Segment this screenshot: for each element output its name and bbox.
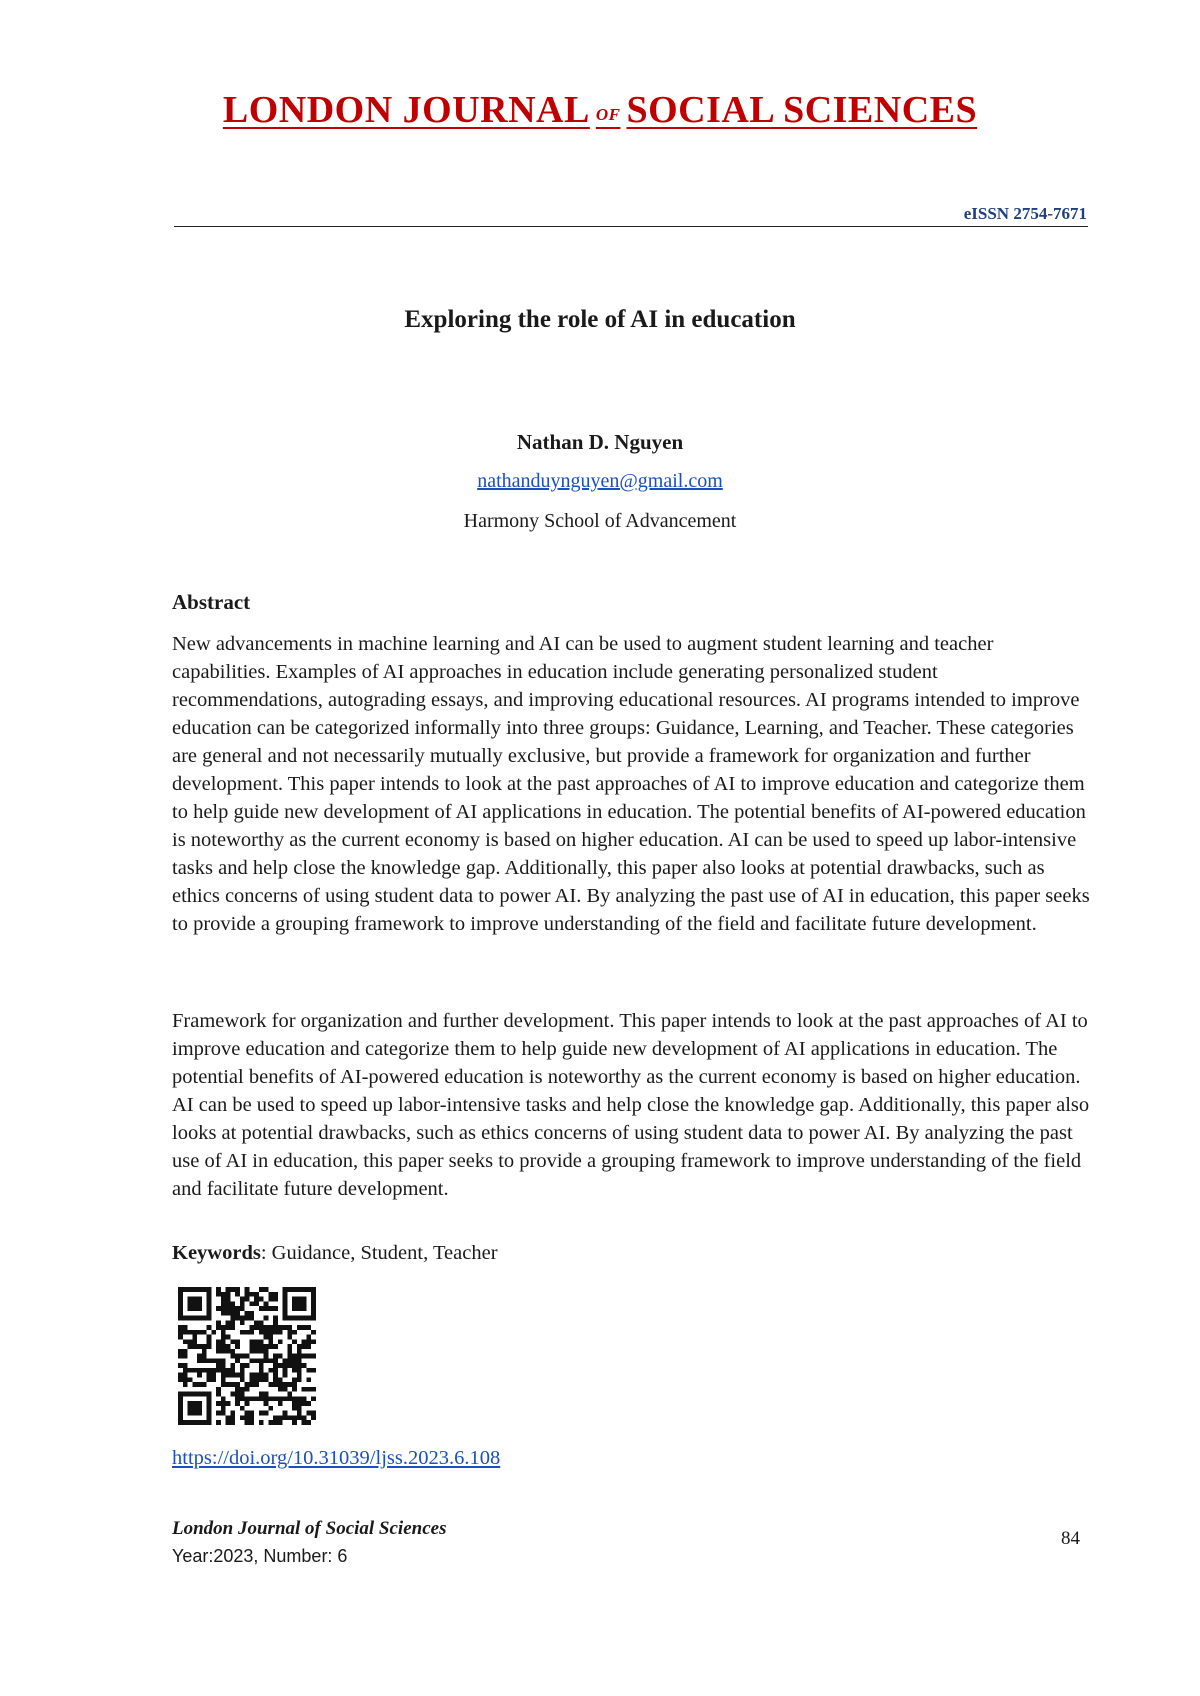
footer-journal-name: London Journal of Social Sciences — [172, 1518, 447, 1539]
keywords — [172, 1242, 498, 1265]
keywords-label: Keywords — [172, 1242, 261, 1264]
header-divider — [174, 226, 1088, 227]
abstract-paragraph: Framework for organization and further development. This paper intends to look at the past approaches of AI to improve education and categorize them to help guide new development of AI applications in education. The potential benefits of AI-powered education is noteworthy as the current economy is based on higher education. AI can be used to speed up labor-intensive tasks and help close the knowledge gap. Additionally, this paper also looks at potential drawbacks, such as ethics concerns of using student data to power AI. By analyzing the past use of AI in education, this paper seeks to provide a grouping framework to improve understanding of the field and facilitate future development. — [172, 1010, 1090, 1200]
author-email-link[interactable]: nathanduynguyen@gmail.com — [477, 470, 723, 492]
author-name: Nathan D. Nguyen — [516, 430, 684, 454]
page-number: 84 — [1061, 1528, 1080, 1549]
abstract-paragraph: New advancements in machine learning and AI can be used to augment student learning and teacher capabilities. Examples of AI approaches in education include generating personalized student recommendations, autograding essays, and improving educational resources. AI programs intended to improve education can be categorized informally into three groups: Guidance, Learning, and Teacher. These categories are general and not necessarily mutually exclusive, but provide a framework for organization and further development. This paper intends to look at the past approaches of AI to improve education and categorize them to help guide new development of AI applications in education. The potential benefits of AI-powered education is noteworthy as the current economy is based on higher education. AI can be used to speed up labor-intensive tasks and help close the knowledge gap. Additionally, this paper also looks at potential drawbacks, such as ethics concerns of using student data to power AI. By analyzing the past use of AI in education, this paper seeks to provide a grouping framework to improve understanding of the field and facilitate future development. — [172, 633, 1090, 935]
paper-title: Exploring the role of AI in education — [404, 306, 796, 333]
journal-title-of: OF — [595, 105, 621, 124]
journal-title-right: SOCIAL SCIENCES — [626, 89, 978, 131]
eissn-label: eISSN 2754-7671 — [963, 204, 1087, 223]
qr-code-icon[interactable] — [178, 1287, 316, 1425]
author-email-container — [0, 470, 1200, 493]
keywords-values: : Guidance, Student, Teacher — [260, 1242, 498, 1264]
doi-link[interactable]: https://doi.org/10.31039/ljss.2023.6.108 — [172, 1447, 501, 1469]
abstract-heading: Abstract — [172, 590, 251, 614]
journal-title-left: LONDON JOURNAL — [222, 89, 590, 131]
doi-container — [172, 1447, 500, 1470]
journal-title — [0, 88, 1200, 132]
footer-issue: Year:2023, Number: 6 — [172, 1546, 348, 1566]
author-affiliation: Harmony School of Advancement — [463, 510, 737, 532]
